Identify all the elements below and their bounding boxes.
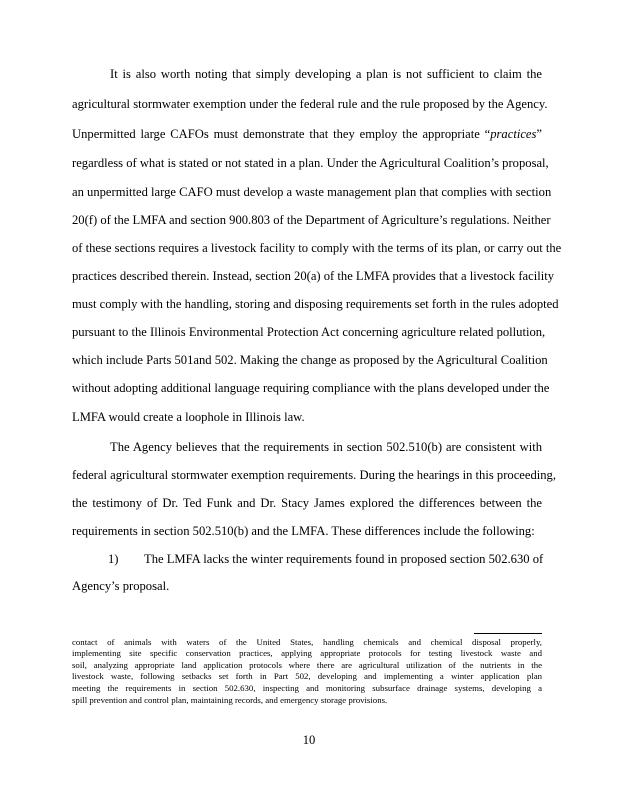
paragraph-1-line-7: of these sections requires a livestock facility to comply with the terms of its plan, or carry out the: [72, 241, 562, 255]
paragraph-2-line-4: requirements in section 502.510(b) and the LMFA. These differences include the following:: [72, 524, 535, 538]
list-item-text: The LMFA lacks the winter requirements found in proposed section 502.630 of: [144, 552, 544, 566]
paragraph-1-line-13: LMFA would create a loophole in Illinois law.: [72, 410, 305, 424]
footnote-line-6: spill prevention and control plan, maintaining records, and emergency storage provisions.: [72, 695, 388, 705]
paragraph-1-line-3-text: Unpermitted large CAFOs must demonstrate that they employ the appropriate “: [72, 127, 491, 141]
list-item-continuation: Agency’s proposal.: [72, 579, 170, 593]
paragraph-2-line-1: The Agency believes that the requirements in section 502.510(b) are consistent with: [110, 440, 542, 454]
paragraph-1-line-11: which include Parts 501and 502. Making the change as proposed by the Agricultural Coalition: [72, 353, 548, 367]
footnote-line-5: meeting the requirements in section 502.630, inspecting and monitoring subsurface drainage systems, developing a: [72, 683, 542, 693]
emphasis-practices: practices: [490, 127, 537, 141]
footnote-line-3: soil, analyzing appropriate land application protocols where there are agricultural utilization of the nutrients in the: [72, 660, 542, 670]
footnote-separator: [474, 633, 542, 634]
paragraph-1-line-5: an unpermitted large CAFO must develop a waste management plan that complies with section: [72, 185, 552, 199]
paragraph-1-line-9: must comply with the handling, storing and disposing requirements set forth in the rules adopted: [72, 297, 559, 311]
page-number: 10: [302, 733, 316, 747]
paragraph-1-line-1: It is also worth noting that simply developing a plan is not sufficient to claim the: [110, 67, 542, 81]
paragraph-2-line-2: federal agricultural stormwater exemption requirements. During the hearings in this proceeding,: [72, 468, 556, 482]
paragraph-1-line-12: without adopting additional language requiring compliance with the plans developed under the: [72, 381, 550, 395]
paragraph-1-line-10: pursuant to the Illinois Environmental Protection Act concerning agriculture related pollution,: [72, 325, 546, 339]
paragraph-1-line-6: 20(f) of the LMFA and section 900.803 of the Department of Agriculture’s regulations. Neither: [72, 213, 551, 227]
list-item-number: 1): [108, 552, 119, 566]
footnote-line-1: contact of animals with waters of the United States, handling chemicals and chemical disposal properly,: [72, 637, 542, 647]
paragraph-1-line-8: practices described therein. Instead, section 20(a) of the LMFA provides that a livestock facility: [72, 269, 555, 283]
closing-quote: ”: [536, 127, 542, 141]
paragraph-1-line-4: regardless of what is stated or not stated in a plan. Under the Agricultural Coalition’s proposal,: [72, 156, 549, 170]
paragraph-1-line-2: agricultural stormwater exemption under the federal rule and the rule proposed by the Agency.: [72, 97, 548, 111]
footnote-line-2: implementing site specific conservation practices, applying appropriate protocols for testing livestock waste and: [72, 648, 542, 658]
paragraph-2-line-3: the testimony of Dr. Ted Funk and Dr. Stacy James explored the differences between the: [72, 496, 542, 510]
paragraph-1-line-3: [72, 126, 542, 142]
footnote-line-4: livestock waste, following setbacks set forth in Part 502, developing and implementing a winter application plan: [72, 671, 542, 681]
